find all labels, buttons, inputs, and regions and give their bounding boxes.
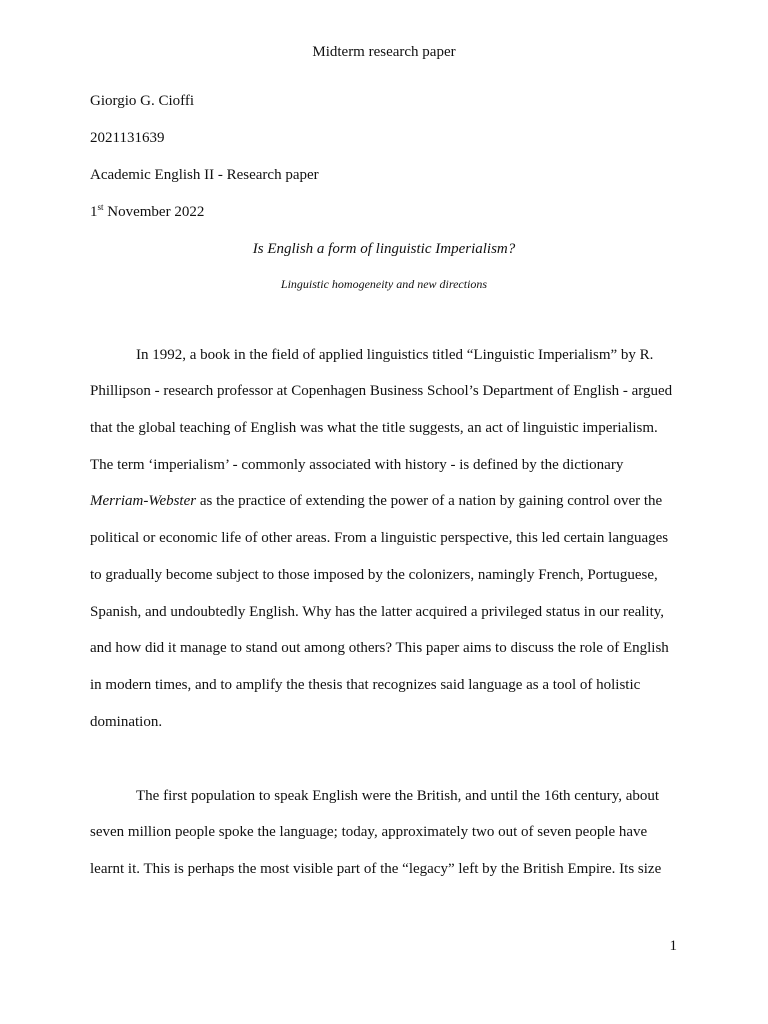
paragraph-line-rest: as the practice of extending the power of a nation by gaining control over the bbox=[196, 493, 663, 509]
paragraph-line: Phillipson - research professor at Copenhagen Business School’s Department of English - argued bbox=[90, 383, 673, 399]
paragraph-line: seven million people spoke the language; today, approximately two out of seven people have bbox=[90, 824, 648, 840]
paragraph-line: political or economic life of other areas. From a linguistic perspective, this led certain languages bbox=[90, 530, 669, 546]
paragraph-line: In 1992, a book in the field of applied linguistics titled “Linguistic Imperialism” by R. bbox=[136, 347, 654, 363]
author-name: Giorgio G. Cioffi bbox=[90, 93, 195, 109]
paragraph-line bbox=[90, 493, 662, 510]
paragraph-line: in modern times, and to amplify the thesis that recognizes said language as a tool of holistic bbox=[90, 677, 641, 693]
paragraph-line: to gradually become subject to those imposed by the colonizers, namingly French, Portuguese, bbox=[90, 567, 658, 583]
date-day: 1 bbox=[90, 204, 98, 220]
paragraph-line: domination. bbox=[90, 714, 163, 730]
course-name: Academic English II - Research paper bbox=[90, 167, 319, 183]
paragraph-line: that the global teaching of English was what the title suggests, an act of linguistic imperialism. bbox=[90, 420, 658, 436]
paragraph-line: The first population to speak English were the British, and until the 16th century, about bbox=[136, 788, 660, 804]
page-number: 1 bbox=[669, 938, 677, 954]
paragraph-line: learnt it. This is perhaps the most visible part of the “legacy” left by the British Empire. Its size bbox=[90, 861, 662, 877]
running-header: Midterm research paper bbox=[312, 44, 456, 60]
dictionary-name: Merriam-Webster bbox=[90, 493, 197, 509]
paragraph-line: The term ‘imperialism’ - commonly associated with history - is defined by the dictionary bbox=[90, 457, 624, 473]
paper-title: Is English a form of linguistic Imperialism? bbox=[252, 241, 516, 257]
date-month-year: November 2022 bbox=[103, 204, 205, 220]
submission-date bbox=[90, 204, 204, 221]
paragraph-line: Spanish, and undoubtedly English. Why has the latter acquired a privileged status in our reality, bbox=[90, 604, 665, 620]
paper-subtitle: Linguistic homogeneity and new directions bbox=[280, 277, 488, 291]
student-id: 2021131639 bbox=[90, 130, 165, 146]
date-ordinal-suffix: st bbox=[97, 202, 104, 212]
paragraph-line: and how did it manage to stand out among others? This paper aims to discuss the role of English bbox=[90, 640, 669, 656]
